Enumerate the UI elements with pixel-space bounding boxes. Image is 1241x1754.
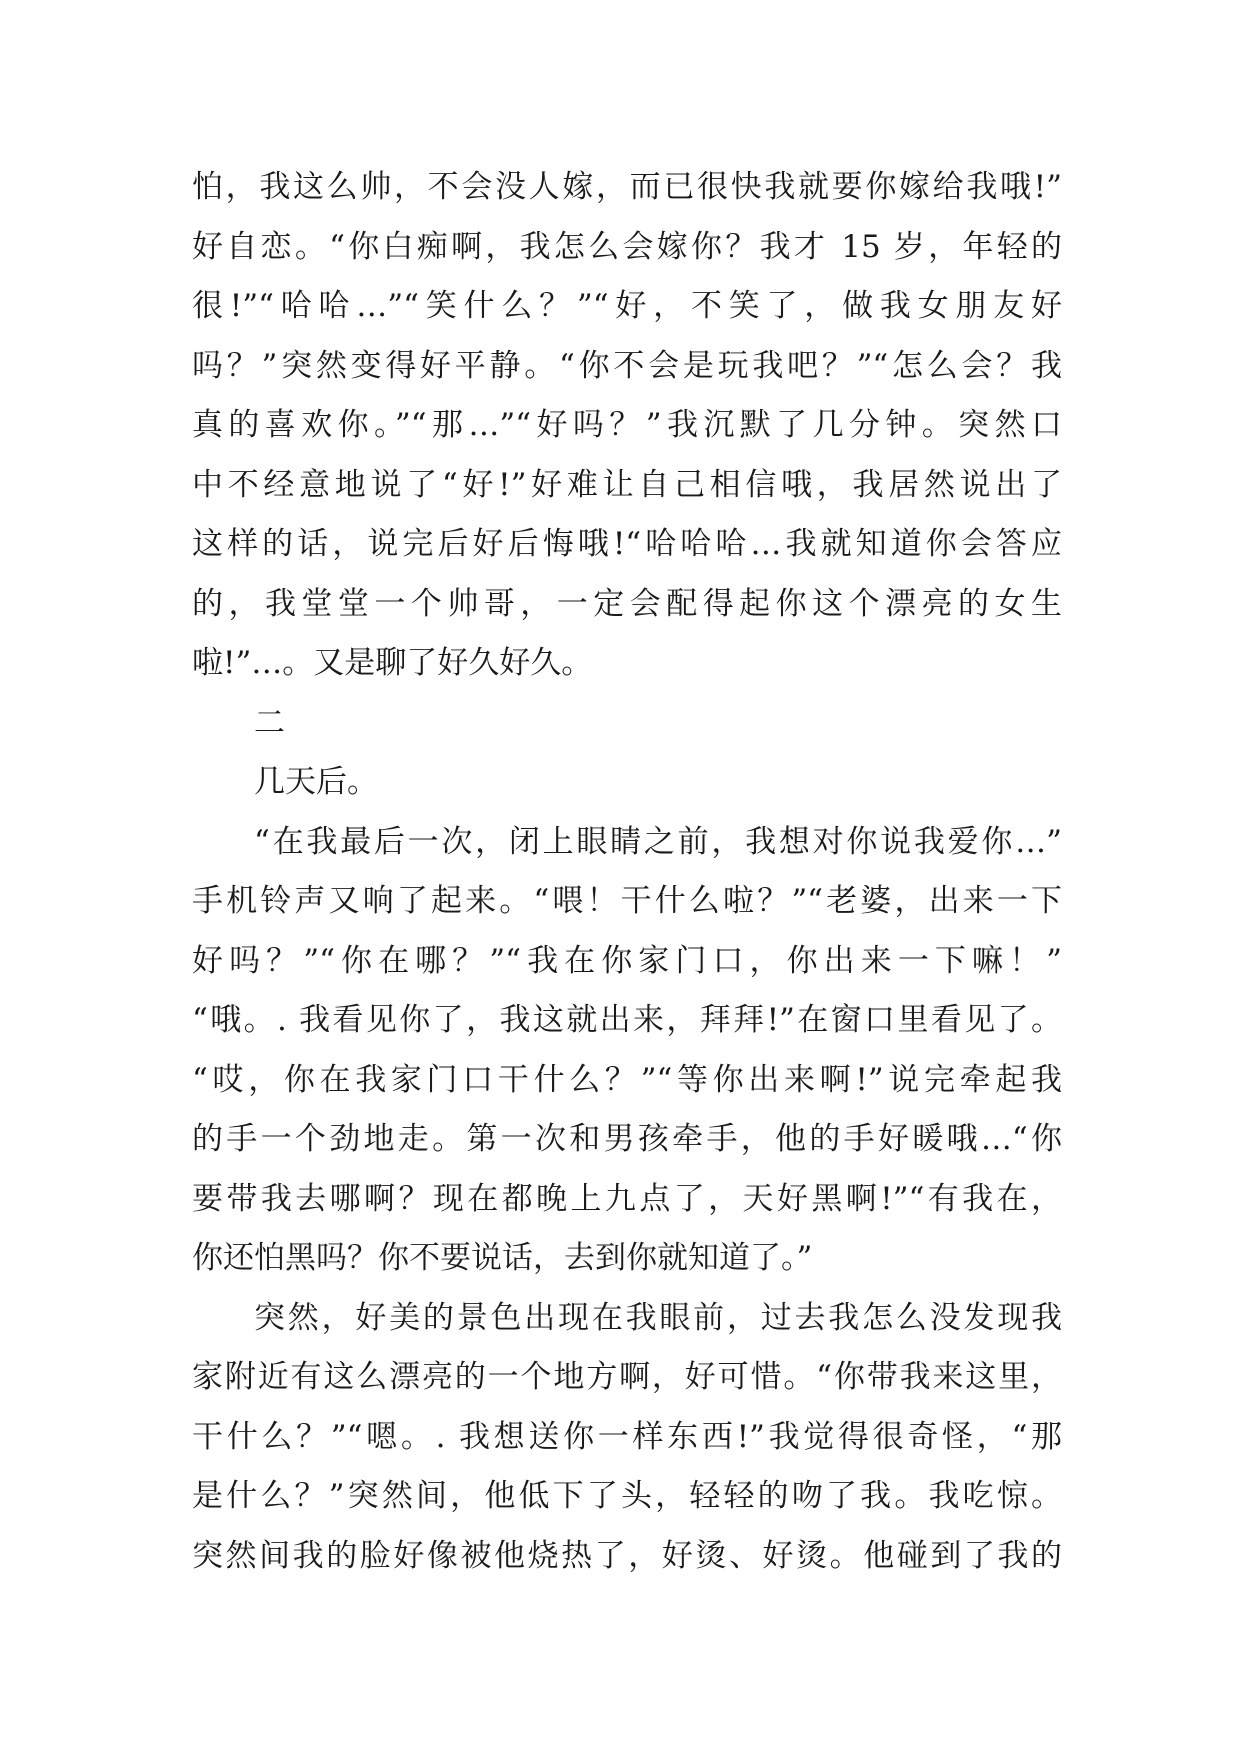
text-line: 这样的话，说完后好后悔哦!“哈哈哈…我就知道你会答应 xyxy=(192,526,1062,562)
text-line: 的，我堂堂一个帅哥，一定会配得起你这个漂亮的女生 xyxy=(192,585,1062,622)
text-line: 是什么？”突然间，他低下了头，轻轻的吻了我。我吃惊。 xyxy=(192,1478,1062,1514)
text-line: 好自恋。“你白痴啊，我怎么会嫁你？我才 15 岁，年轻的 xyxy=(192,228,1062,265)
text-line: 突然，好美的景色出现在我眼前，过去我怎么没发现我 xyxy=(254,1299,1062,1336)
text-line: 怕，我这么帅，不会没人嫁，而已很快我就要你嫁给我哦!” xyxy=(192,169,1062,205)
text-line: 很!”“哈哈…”“笑什么？”“好，不笑了，做我女朋友好 xyxy=(192,288,1062,324)
text-line: “哦。. 我看见你了，我这就出来，拜拜!”在窗口里看见了。 xyxy=(192,1002,1062,1038)
text-line: 突然间我的脸好像被他烧热了，好烫、好烫。他碰到了我的 xyxy=(192,1537,1062,1574)
text-line: “哎，你在我家门口干什么？”“等你出来啊!”说完牵起我 xyxy=(192,1061,1062,1098)
text-line: 几天后。 xyxy=(254,764,378,800)
text-line: 啦!”…。又是聊了好久好久。 xyxy=(192,645,593,681)
text-line: 要带我去哪啊？现在都晚上九点了，天好黑啊!”“有我在， xyxy=(192,1180,1062,1217)
text-line: 的手一个劲地走。第一次和男孩牵手，他的手好暖哦…“你 xyxy=(192,1121,1062,1157)
text-line: 手机铃声又响了起来。“喂！干什么啦？”“老婆，出来一下 xyxy=(192,883,1062,919)
text-line: 家附近有这么漂亮的一个地方啊，好可惜。“你带我来这里， xyxy=(192,1359,1062,1395)
text-line: 好吗？”“你在哪？”“我在你家门口，你出来一下嘛！” xyxy=(192,942,1062,979)
section-heading: 二 xyxy=(254,704,285,741)
body-text xyxy=(192,158,1062,1586)
text-line: 中不经意地说了“好!”好难让自己相信哦，我居然说出了 xyxy=(192,466,1062,503)
text-line: “在我最后一次，闭上眼睛之前，我想对你说我爱你…” xyxy=(254,823,1062,860)
text-line: 你还怕黑吗？你不要说话，去到你就知道了。” xyxy=(192,1240,813,1276)
text-line: 干什么？”“嗯。. 我想送你一样东西!”我觉得很奇怪，“那 xyxy=(192,1418,1062,1455)
text-line: 真的喜欢你。”“那…”“好吗？”我沉默了几分钟。突然口 xyxy=(192,407,1062,443)
text-line: 吗？”突然变得好平静。“你不会是玩我吧？”“怎么会？我 xyxy=(192,347,1062,384)
